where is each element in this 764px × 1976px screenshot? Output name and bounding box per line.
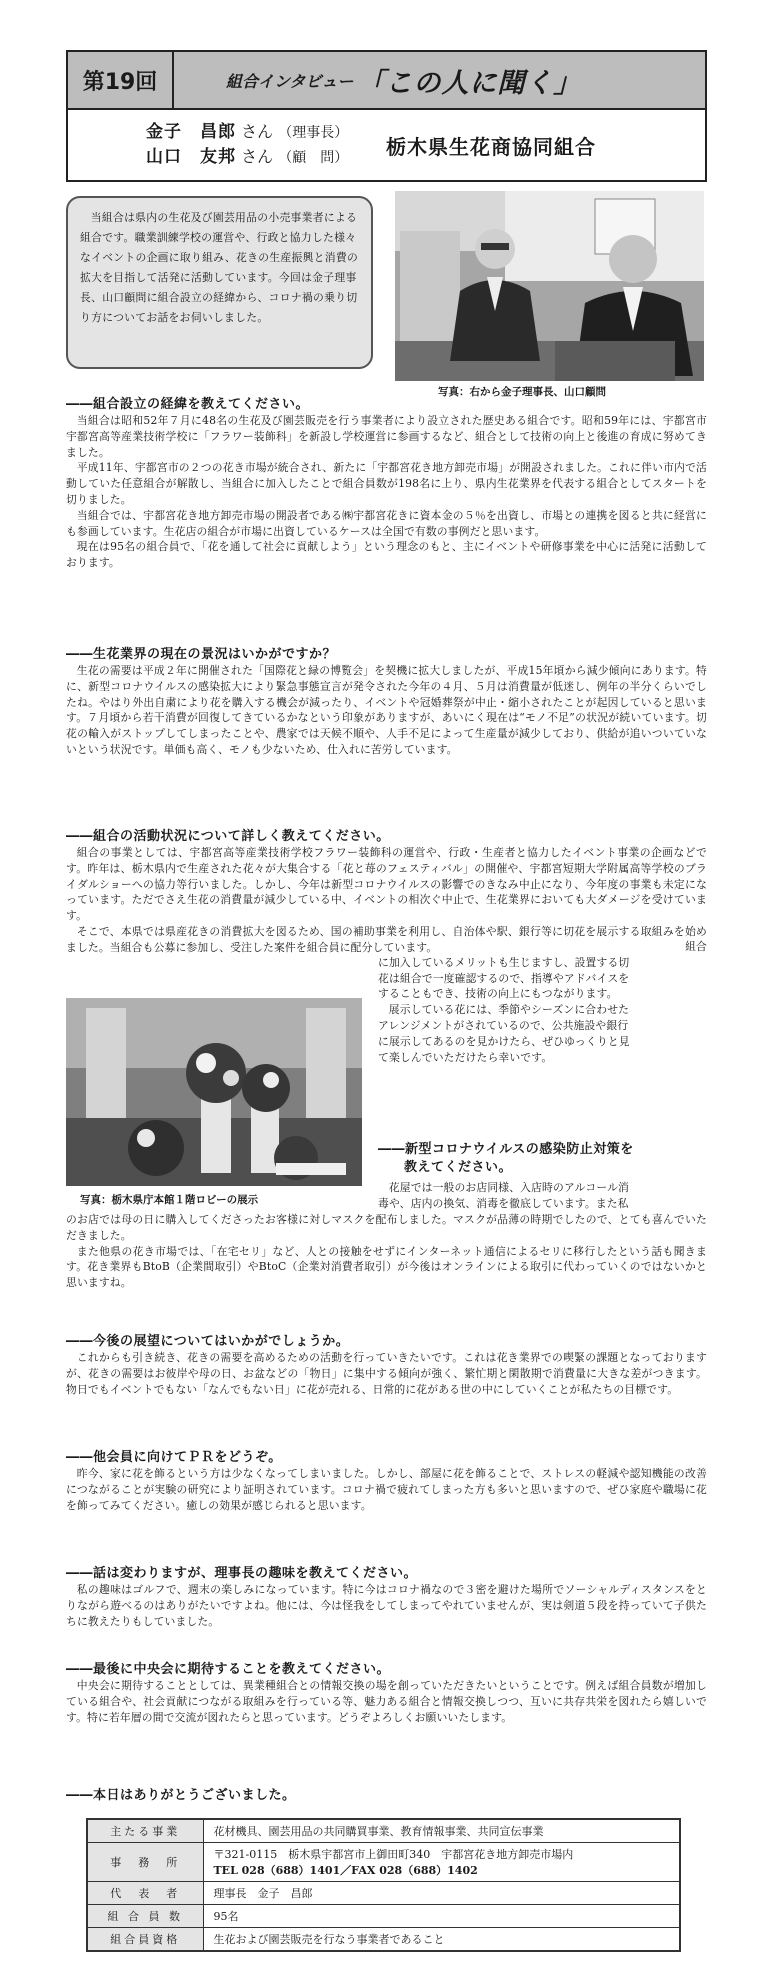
- series-subtitle: 組合インタビュー: [226, 71, 354, 91]
- question-heading: ――話は変わりますが、理事長の趣味を教えてください。: [66, 1566, 418, 1581]
- article-header: [66, 50, 707, 182]
- text-line: 組合: [685, 940, 707, 953]
- answer-text: [66, 413, 707, 571]
- question-heading: ――組合設立の経緯を教えてください。: [66, 397, 310, 412]
- table-row: [87, 1819, 680, 1843]
- interviewee: [146, 145, 386, 170]
- info-value: [203, 1843, 680, 1882]
- interview-photo: [395, 191, 704, 381]
- header-title-bar: [68, 52, 705, 110]
- series-title: [174, 52, 705, 108]
- info-key: 事 務 所: [87, 1843, 203, 1882]
- question-heading: [378, 1141, 634, 1177]
- interviewee-role: （顧 問）: [278, 150, 349, 166]
- question-heading: ――最後に中央会に期待することを教えてください。: [66, 1662, 391, 1677]
- interviewee-role: （理事長）: [278, 125, 349, 141]
- interviewee: [146, 120, 386, 145]
- address-line: 〒321-0115 栃木県宇都宮市上御田町340 宇都宮花き地方卸売市場内: [213, 1848, 574, 1861]
- question-line: 教えてください。: [404, 1160, 513, 1175]
- paragraph: 中央会に期待することとしては、異業種組合との情報交換の場を創っていただきたいということです。例えば組合員数が増加している組合や、社会貢献につながる取組みを行っている等、魅力ある組合と情報交換しつつ、互いに共存共栄を図れたら嬉しいです。特に若年層の間で交流が図れたらと思っています。どうぞよろしくお願いいたします。: [66, 1679, 707, 1724]
- paragraph: 組合の事業としては、宇都宮高等産業技術学校フラワー装飾科の運営や、行政・生産者と協力したイベント事業の企画などです。昨年は、栃木県内で生産された花々が大集合する「花と苺のフェスティバル」の開催や、宇都宮短期大学附属高等学校のブライダルショーへの協力等行いました。しかし、今年は新型コロナウイルスの影響でのきなみ中止になり、今年度の事業も未定になっています。ただでさえ生花の消費量が減少している中、イベントの相次ぐ中止で、生花業界においても大ダメージを受けています。: [66, 846, 707, 923]
- text-line: アレンジメントがされているので、公共施設や銀行: [378, 1018, 629, 1032]
- header-people-row: [68, 110, 705, 180]
- issue-number: 第19回: [68, 52, 174, 108]
- info-value: 理事長 金子 昌郎: [203, 1882, 680, 1905]
- text-line: 展示している花には、季節やシーズンに合わせた: [388, 1003, 630, 1017]
- answer-text-side: [378, 1180, 707, 1212]
- text-line: に加入しているメリットも生じますし、設置する切: [378, 955, 630, 969]
- phone-fax-line: TEL 028（688）1401／FAX 028（688）1402: [213, 1864, 478, 1877]
- info-value: 生花および園芸販売を行なう事業者であること: [203, 1928, 680, 1952]
- photo-caption: 写真：栃木県庁本館１階ロビーの展示: [80, 1194, 259, 1206]
- question-heading: ――他会員に向けてＰＲをどうぞ。: [66, 1450, 282, 1465]
- paragraph: また他県の花き市場では、「在宅セリ」など、人との接触をせずにインターネット通信によるセリに移行したという話も聞きます。花き業界もBtoB（企業間取引）やBtoC（企業対消費者取引）が今後はオンラインによる取引に代わっていくのではないかと思いますね。: [66, 1244, 707, 1290]
- table-row: [87, 1905, 680, 1928]
- text-line: 花は組合で一度確認するので、指導やアドバイスを: [378, 971, 630, 985]
- question-heading: ――今後の展望についてはいかがでしょうか。: [66, 1334, 350, 1349]
- answer-text: [66, 1678, 707, 1725]
- table-row: [87, 1928, 680, 1952]
- answer-text: [66, 663, 707, 758]
- interviewee-name: 金子 昌郎: [146, 122, 236, 142]
- interview-photo-image: [395, 191, 704, 381]
- answer-text: [66, 1212, 707, 1291]
- info-key: 主たる事業: [87, 1819, 203, 1843]
- answer-text: [66, 1466, 707, 1513]
- paragraph: 当組合は昭和52年７月に48名の生花及び園芸販売を行う事業者により設立された歴史ある組合です。昭和59年には、宇都宮市宇都宮高等産業技術学校に「フラワー装飾科」を新設し学校運営に参画するなど、組合として技術の向上と後進の育成に努めてきました。: [66, 414, 707, 459]
- table-row: [87, 1843, 680, 1882]
- interviewee-name: 山口 友邦: [146, 147, 236, 167]
- text-line: て楽しんでいただけたら幸いです。: [378, 1050, 553, 1064]
- series-main-title: 「この人に聞く」: [357, 67, 582, 99]
- text-line: 花屋では一般のお店同様、入店時のアルコール消: [388, 1181, 629, 1194]
- paragraph: 平成11年、宇都宮市の２つの花き市場が統合され、新たに「宇都宮花き地方卸売市場」が開設されました。これに伴い市内で活動していた任意組合が解散し、当組合に加入したことで組合員数が198名に上り、県内生花業界を代表する組合としてスタートを切りました。: [66, 461, 707, 506]
- organization-name: 栃木県生花商協同組合: [386, 134, 596, 159]
- text-line: に展示してあるのを見かけたら、ぜひゆっくりと見: [378, 1034, 630, 1048]
- paragraph: そこで、本県では県産花きの消費拡大を図るため、国の補助事業を利用し、自治体や駅、銀行等に切花を展示する取組みを始めました。当組合も公募に参加し、受注した案件を組合員に配分しています。: [66, 924, 707, 954]
- honorific: さん: [241, 122, 274, 141]
- info-key: 代 表 者: [87, 1882, 203, 1905]
- info-key: 組合員資格: [87, 1928, 203, 1952]
- paragraph: 私の趣味はゴルフで、週末の楽しみになっています。特に今はコロナ禍なので３密を避けた場所でソーシャルディスタンスをとりながら遊べるのはありがたいですよね。他には、今は怪我をしてしまってやれていませんが、実は剣道５段を持っていて子供たちに教えたりもしていました。: [66, 1583, 707, 1628]
- paragraph: 当組合では、宇都宮花き地方卸売市場の開設者である㈱宇都宮花きに資本金の５％を出資し、市場との連携を図ると共に経営にも参画しています。生花店の組合が市場に出資しているケースは全国で有数の事例だと思います。: [66, 508, 707, 538]
- organization-info-table: [86, 1818, 681, 1952]
- question-heading: ――生花業界の現在の景況はいかがですか？: [66, 647, 337, 662]
- table-row: [87, 1882, 680, 1905]
- paragraph: のお店では母の日に購入してくださったお客様に対しマスクを配布しました。マスクが品薄の時期でしたので、とても喜んでいただきました。: [66, 1213, 707, 1242]
- paragraph: 昨今、家に花を飾るという方は少なくなってしまいました。しかし、部屋に花を飾ることで、ストレスの軽減や認知機能の改善につながることが実験の研究により証明されています。コロナ禍で疲れてしまった方も多いと思いますので、ぜひ家庭や職場に花を飾ってみてください。癒しの効果が感じられると思います。: [66, 1467, 707, 1512]
- interviewee-list: [146, 120, 386, 170]
- text-line: 毒や、店内の換気、消毒を徹底しています。また私: [378, 1196, 629, 1210]
- answer-text: [66, 1350, 707, 1397]
- info-key: 組 合 員 数: [87, 1905, 203, 1928]
- closing-line: ――本日はありがとうございました。: [66, 1788, 296, 1803]
- text-line: することもでき、技術の向上にもつながります。: [378, 987, 618, 1001]
- flower-display-image: [66, 998, 362, 1186]
- answer-text: [66, 1582, 707, 1629]
- info-value: 花材機具、園芸用品の共同購買事業、教育情報事業、共同宣伝事業: [203, 1819, 680, 1843]
- flower-display-photo: [66, 998, 362, 1186]
- paragraph: 生花の需要は平成２年に開催された「国際花と緑の博覧会」を契機に拡大しましたが、平成15年頃から減少傾向にあります。特に、新型コロナウイルスの感染拡大により緊急事態宣言が発令された今年の４月、５月は消費量が低迷し、例年の半分くらいでしたね。やはり外出自粛により花を購入する機会が減ったり、イベントや冠婚葬祭が中止・縮小されたことが起因していると思います。７月頃から若干消費が回復してきているかなという印象がありますが、あいにく現在は“モノ不足”の状況が続いています。切花の輸入がストップしてしまったことや、農家では天候不順や、人手不足によって生産量が減少しており、供給が追いついていないという状況です。単価も高く、モノも少ないため、仕入れに苦労しています。: [66, 664, 707, 756]
- honorific: さん: [241, 147, 274, 166]
- question-line: ――新型コロナウイルスの感染防止対策を: [378, 1142, 634, 1157]
- photo-caption: 写真：右から金子理事長、山口顧問: [438, 386, 606, 398]
- question-heading: ――組合の活動状況について詳しく教えてください。: [66, 829, 390, 844]
- answer-text-side: [378, 939, 707, 1065]
- intro-box: 当組合は県内の生花及び園芸用品の小売事業者による組合です。職業訓練学校の運営や、行政と協力した様々なイベントの企画に取り組み、花きの生産振興と消費の拡大を目指して活発に活動しています。今回は金子理事長、山口顧問に組合設立の経緯から、コロナ禍の乗り切り方についてお話をお伺いしました。: [66, 196, 373, 369]
- paragraph: これからも引き続き、花きの需要を高めるための活動を行っていきたいです。これは花き業界での喫緊の課題となっておりますが、花きの需要はお彼岸や母の日、お盆などの「物日」に集中する傾向が強く、繁忙期と閑散期で消費量に大きな差がつきます。物日でもイベントでもない「なんでもない日」に花が売れる、日常的に花がある世の中にしていくことが私たちの目標です。: [66, 1351, 707, 1396]
- info-value: 95名: [203, 1905, 680, 1928]
- paragraph: 現在は95名の組合員で、「花を通して社会に貢献しよう」という理念のもと、主にイベントや研修事業を中心に活発に活動しております。: [66, 540, 707, 570]
